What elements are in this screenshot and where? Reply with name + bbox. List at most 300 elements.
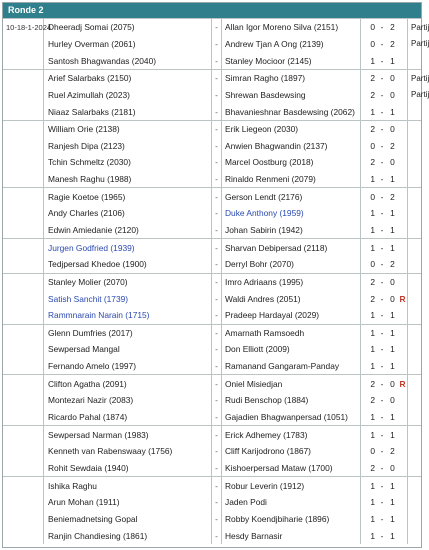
separator: - [212,341,222,358]
separator: - [212,103,222,120]
table-row [3,103,421,120]
note-cell: Partij [408,19,422,36]
white-score: 2 [361,273,378,290]
black-player: Amarnath Ramsoedh [222,324,361,341]
note-cell [408,222,422,239]
black-player: Rinaldo Renmeni (2079) [225,174,316,185]
black-player: Don Elliott (2009) [225,344,290,355]
black-player: Anwien Bhagwandin (2137) [225,140,328,151]
note-cell [408,239,422,256]
date-cell [3,307,44,324]
flag-mark [398,19,408,36]
white-player: Arief Salarbaks (2150) [44,69,212,86]
separator: - [212,527,222,544]
separator: - [212,36,222,53]
separator: - [212,205,222,222]
white-player: Ishika Raghu [44,477,212,494]
white-player: Manesh Raghu (1988) [48,174,132,185]
score-dash: - [380,225,384,235]
table-row [3,188,421,205]
black-player: Bhavanieshnar Basdewsing (2062) [225,106,355,117]
white-score: 1 [361,103,378,120]
score-dash: - [380,446,384,457]
white-player: Tchin Schmeltz (2030) [48,157,131,168]
score-dash: - [380,497,384,508]
black-score: 1 [390,412,395,423]
note-cell [408,375,422,392]
black-player: Kishoerpersad Mataw (1700) [225,462,333,473]
white-score: 2 [361,375,378,392]
date-cell [3,494,44,511]
flag-mark [398,239,408,256]
table-row [3,69,421,86]
date-cell [3,426,44,443]
separator: - [212,87,222,104]
white-score: 1 [361,426,378,443]
white-score: 0 [361,256,378,273]
table-row [3,511,421,528]
black-player: Derryl Bohr (2070) [225,259,294,270]
note-cell [408,527,422,544]
black-player: Rudi Benschop (1884) [225,395,309,406]
white-score: 1 [361,511,378,528]
note-cell [408,137,422,154]
white-player: Satish Sanchit (1739) [48,293,129,304]
flag-mark [398,527,408,544]
note-cell: Partij [408,36,422,53]
black-score: 0 [390,462,395,473]
score-dash: - [380,513,384,524]
black-score: 1 [390,208,395,219]
flag-mark [398,137,408,154]
white-score: 2 [361,154,378,171]
table-row [3,19,421,36]
separator: - [212,511,222,528]
separator: - [212,137,222,154]
note-cell [408,426,422,443]
date-cell [3,87,44,104]
score-dash: - [377,426,387,443]
date-cell [3,527,44,544]
score-dash: - [377,324,387,341]
separator: - [212,307,222,324]
black-player: Shrewan Basdewsing [225,89,306,100]
date-cell [3,290,44,307]
flag-mark [398,103,408,120]
separator: - [212,222,222,239]
score-dash: - [377,69,387,86]
black-score: 1 [387,324,398,341]
flag-mark: R [398,375,408,392]
score-dash: - [380,55,384,66]
score-dash: - [380,462,384,473]
table-row [3,273,421,290]
score-dash: - [380,140,384,151]
black-score: 1 [390,497,395,508]
separator: - [212,52,222,69]
separator: - [212,188,222,205]
score-dash: - [380,361,384,372]
white-player: Clifton Agatha (2091) [44,375,212,392]
date-cell [3,137,44,154]
date-cell [3,443,44,460]
score-dash: - [380,208,384,219]
white-score: 2 [361,392,378,409]
black-player: Jaden Podi [225,497,267,508]
white-score: 1 [361,239,378,256]
table-row [3,392,421,409]
white-player: Edwin Amiedanie (2120) [48,225,139,235]
black-player: Robur Leverin (1912) [222,477,361,494]
score-dash: - [380,157,384,168]
white-player: Tedjpersad Khedoe (1900) [48,259,147,270]
score-dash: - [377,19,387,36]
white-player: Glenn Dumfries (2017) [44,324,212,341]
score-dash: - [380,89,384,100]
score-dash: - [380,310,384,321]
black-player: Hesdy Barnasir [225,530,283,541]
white-score: 0 [361,36,378,53]
flag-mark [398,120,408,137]
separator: - [212,19,222,36]
separator: - [212,120,222,137]
flag-mark [398,52,408,69]
score-dash: - [377,188,387,205]
note-cell [408,256,422,273]
table-row [3,443,421,460]
black-player: Pradeep Hardayal (2029) [225,310,320,321]
white-score: 2 [361,120,378,137]
black-score: 1 [390,513,395,524]
black-player: Oniel Misiedjan [222,375,361,392]
white-player: Rohit Sewdaia (1940) [48,462,129,473]
black-score: 0 [390,293,395,304]
date-cell [3,171,44,188]
note-cell [408,511,422,528]
note-cell [408,120,422,137]
separator: - [212,171,222,188]
black-score: 2 [390,259,395,270]
score-dash: - [377,120,387,137]
note-cell: Partij [408,87,422,104]
black-score: 0 [390,157,395,168]
separator: - [212,460,222,477]
date-cell [3,460,44,477]
table-row [3,358,421,375]
white-player: Andy Charles (2106) [48,208,125,219]
date-cell: 10-18-1-2024 [3,19,44,36]
score-dash: - [380,293,384,304]
flag-mark [398,188,408,205]
pairings-panel [2,2,429,548]
white-player: Kenneth van Rabenswaay (1756) [48,446,173,457]
round-header: Ronde 2 [3,3,421,18]
note-cell [408,392,422,409]
table-row [3,205,421,222]
table-row [3,477,421,494]
flag-mark [398,36,408,53]
white-score: 1 [361,494,378,511]
flag-mark [398,494,408,511]
flag-mark [398,154,408,171]
black-score: 1 [387,477,398,494]
score-dash: - [380,395,384,406]
separator: - [212,256,222,273]
black-player: Robby Koendjbiharie (1896) [225,513,330,524]
black-score: 0 [390,89,395,100]
note-cell [408,103,422,120]
black-score: 2 [390,38,395,49]
table-row [3,120,421,137]
table-row [3,460,421,477]
white-score: 1 [361,358,378,375]
separator: - [212,494,222,511]
flag-mark [398,87,408,104]
black-player: Waldi Andres (2051) [225,293,301,304]
table-row [3,36,421,53]
note-cell: Partij [408,69,422,86]
black-score: 1 [390,106,395,117]
date-cell [3,52,44,69]
white-score: 1 [361,52,378,69]
white-player: Ranjesh Dipa (2123) [48,140,125,151]
separator: - [212,273,222,290]
note-cell [408,205,422,222]
flag-mark [398,341,408,358]
black-player: Erick Adhemey (1783) [222,426,361,443]
date-cell [3,120,44,137]
date-cell [3,375,44,392]
white-player: Sewpersad Narman (1983) [44,426,212,443]
separator: - [212,375,222,392]
table-row [3,426,421,443]
note-cell [408,494,422,511]
black-score: 0 [387,69,398,86]
note-cell [408,341,422,358]
flag-mark [398,409,408,426]
score-dash: - [380,530,384,541]
score-dash: - [380,174,384,185]
date-cell [3,256,44,273]
black-score: 0 [390,395,395,406]
separator: - [212,290,222,307]
black-score: 1 [390,344,395,355]
date-cell [3,188,44,205]
date-cell [3,511,44,528]
separator: - [212,69,222,86]
black-player: Imro Adriaans (1995) [222,273,361,290]
score-dash: - [380,412,384,423]
black-score: 1 [390,310,395,321]
black-score: 1 [390,225,395,235]
black-player: Marcel Oostburg (2018) [225,157,314,168]
score-dash: - [377,273,387,290]
note-cell [408,188,422,205]
flag-mark: R [399,293,406,304]
note-cell [408,409,422,426]
white-player: Montezari Nazir (2083) [48,395,134,406]
table-row [3,154,421,171]
score-dash: - [377,477,387,494]
white-score: 1 [361,477,378,494]
white-score: 1 [361,307,378,324]
table-row [3,409,421,426]
note-cell [408,307,422,324]
flag-mark [398,307,408,324]
date-cell [3,477,44,494]
white-score: 2 [361,290,378,307]
note-cell [408,154,422,171]
score-dash: - [380,259,384,270]
score-dash: - [380,106,384,117]
black-score: 1 [387,426,398,443]
black-score: 1 [390,361,395,372]
table-row [3,341,421,358]
flag-mark [398,511,408,528]
black-score: 1 [390,174,395,185]
flag-mark [398,477,408,494]
black-score: 2 [387,188,398,205]
black-score: 1 [387,239,398,256]
flag-mark [398,69,408,86]
white-score: 2 [361,87,378,104]
white-score: 1 [361,341,378,358]
note-cell [408,477,422,494]
separator: - [212,358,222,375]
white-score: 2 [361,69,378,86]
flag-mark [398,426,408,443]
score-dash: - [380,38,384,49]
flag-mark [398,256,408,273]
white-player: Rammnarain Narain (1715) [48,310,150,321]
date-cell [3,36,44,53]
white-score: 1 [361,171,378,188]
flag-mark [398,205,408,222]
black-player: Cliff Karijodrono (1867) [225,446,311,457]
white-score: 0 [361,443,378,460]
black-score: 2 [387,19,398,36]
white-player: Dheeradj Somai (2075) [44,19,212,36]
white-score: 1 [361,409,378,426]
black-player: Gajadien Bhagwanpersad (1051) [225,412,348,423]
white-player: Sewpersad Mangal [48,344,120,355]
separator: - [212,443,222,460]
flag-mark [398,443,408,460]
table-row [3,494,421,511]
note-cell [408,358,422,375]
separator: - [212,239,222,256]
table-row [3,527,421,544]
black-score: 2 [390,140,395,151]
black-player: Sharvan Debipersad (2118) [222,239,361,256]
white-score: 1 [361,324,378,341]
separator: - [212,477,222,494]
table-row [3,324,421,341]
note-cell [408,273,422,290]
table-row [3,307,421,324]
white-score: 2 [361,460,378,477]
note-cell [408,324,422,341]
white-player: Jurgen Godfried (1939) [44,239,212,256]
separator: - [212,154,222,171]
flag-mark [398,324,408,341]
white-player: Ricardo Pahal (1874) [48,412,128,423]
black-score: 2 [390,446,395,457]
white-player: Ruel Azimullah (2023) [48,89,130,100]
date-cell [3,324,44,341]
table-row [3,87,421,104]
note-cell [408,460,422,477]
black-player: Gerson Lendt (2176) [222,188,361,205]
separator: - [212,409,222,426]
date-cell [3,103,44,120]
flag-mark [398,273,408,290]
date-cell [3,239,44,256]
table-row [3,239,421,256]
white-score: 1 [361,205,378,222]
white-score: 0 [361,137,378,154]
flag-mark [398,171,408,188]
note-cell [408,52,422,69]
white-player: Arun Mohan (1911) [48,497,120,508]
white-player: Stanley Molier (2070) [44,273,212,290]
flag-mark [398,358,408,375]
date-cell [3,392,44,409]
table-row [3,222,421,239]
white-score: 0 [361,19,378,36]
white-player: Ragie Koetoe (1965) [44,188,212,205]
note-cell [408,171,422,188]
black-score: 0 [387,120,398,137]
table-row [3,52,421,69]
black-player: Ramanand Gangaram-Panday [225,361,340,372]
black-player: Erik Liegeon (2030) [222,120,361,137]
black-player: Allan Igor Moreno Silva (2151) [222,19,361,36]
black-score: 0 [387,273,398,290]
note-cell [408,443,422,460]
score-dash: - [377,375,387,392]
flag-mark [398,392,408,409]
score-dash: - [380,344,384,355]
date-cell [3,222,44,239]
table-row [3,290,421,307]
score-dash: - [377,239,387,256]
date-cell [3,358,44,375]
separator: - [212,392,222,409]
flag-mark [398,460,408,477]
white-player: Hurley Overman (2061) [48,38,136,49]
black-player: Simran Ragho (1897) [222,69,361,86]
flag-mark [398,222,408,239]
pairings-table [3,18,429,544]
white-player: Fernando Amelo (1997) [48,361,136,372]
black-score: 0 [387,375,398,392]
black-score: 1 [390,55,395,66]
black-player: Duke Anthony (1959) [225,208,304,219]
white-score: 1 [361,527,378,544]
white-score: 1 [361,222,378,239]
table-row [3,256,421,273]
table-row [3,137,421,154]
date-cell [3,205,44,222]
date-cell [3,154,44,171]
white-player: Ranjin Chandiesing (1861) [48,530,148,541]
date-cell [3,409,44,426]
table-row [3,171,421,188]
black-player: Johan Sabirin (1942) [225,225,303,235]
note-cell [408,290,422,307]
white-player: William Orie (2138) [44,120,212,137]
